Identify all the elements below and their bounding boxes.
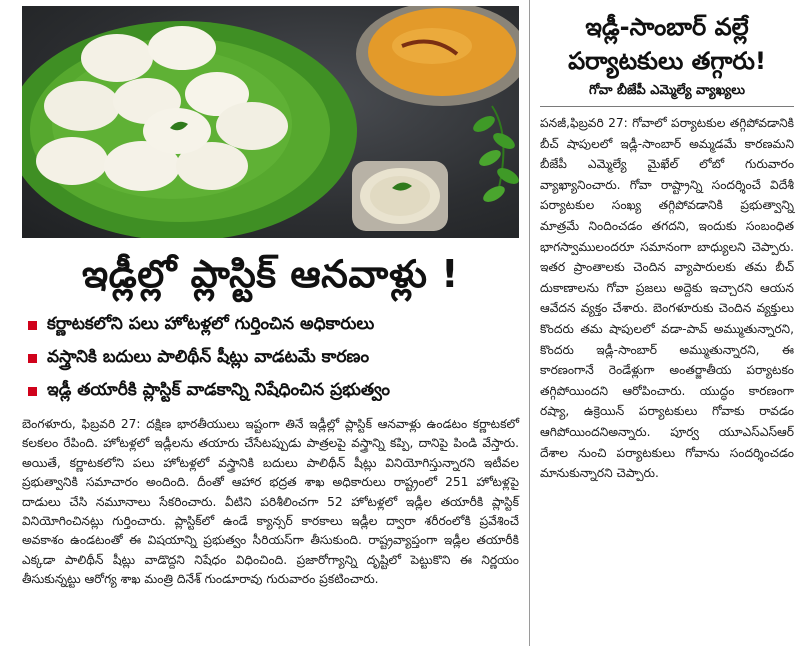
headline-line: పర్యాటకులు తగ్గారు! (568, 47, 766, 75)
article-subheadline: గోవా బీజేపీ ఎమ్మెల్యే వ్యాఖ్యలు (589, 83, 745, 98)
bullet-square-icon (28, 321, 37, 330)
subheadline-rule (540, 106, 794, 107)
bullet-text: కర్ణాటకలోని పలు హోటళ్లలో గుర్తించిన అధికారులు (47, 313, 375, 334)
highlight-bullet (22, 375, 519, 408)
bullet-square-icon (28, 354, 37, 363)
idli-sambar-photo (22, 6, 519, 238)
bullet-square-icon (28, 387, 37, 396)
article-body: బెంగళూరు, ఫిబ్రవరి 27: దక్షిణ భారతీయులు ఇష్టంగా తినే ఇడ్లీల్లో ప్లాస్టిక్ ఆనవాళ్లు ఉండటం కర్ణాటకలో కలకలం రేపింది. హోటళ్లలో ఇడ్లీలను తయారు చేసేటప్పుడు పాత్రలపై వస్త్రాన్ని కప్పి, దానిపై పిండి వేస్తారు. అయితే, కర్ణాటకలోని పలు హోటళ్లలో వస్త్రానికి బదులు పాలిథీన్ షీట్లు వినియోగిస్తున్నారని ఇటీవల ప్రభుత్వానికి సమాచారం అందింది. దీంతో ఆహార భద్రత శాఖ అధికారులు రాష్ట్రంలో 251 హోటళ్లపై దాడులు చేసి నమూనాలు సేకరించారు. వీటిని పరిశీలించగా 52 హోటళ్లలో ఇడ్లీల తయారీకి ప్లాస్టిక్ వినియోగించినట్లు గుర్తించారు. ప్లాస్టిక్‌లో ఉండే క్యాన్సర్ కారకాలు ఇడ్లీల ద్వారా శరీరంలోకి ప్రవేశించే అవకాశం ఉండటంతో ఈ విషయాన్ని ప్రభుత్వం సీరియస్‌గా తీసుకుంది. రాష్ట్రవ్యాప్తంగా ఇడ్లీల తయారీకి ఎక్కడా పాలిథీన్ షీట్లు వాడొద్దని నిషేధం విధించింది. ప్రజారోగ్యాన్ని దృష్టిలో పెట్టుకొని ఈ నిర్ణయం తీసుకున్నట్టు ఆరోగ్య శాఖ మంత్రి దినేశ్ గుండూరావు గురువారం ప్రకటించారు. (22, 417, 519, 587)
bullet-text: వస్త్రానికి బదులు పాలిథీన్ షీట్లు వాడటమే కారణం (47, 346, 370, 367)
highlight-bullet (22, 309, 519, 342)
article-headline (536, 10, 798, 78)
highlight-bullets (22, 309, 519, 408)
article-body: పనజీ,ఫిబ్రవరి 27: గోవాలో పర్యాటకుల తగ్గిపోవడానికి బీచ్ షాపులలో ఇడ్లీ-సాంబార్ అమ్మడమే కారణమని బీజేపీ ఎమ్మెల్యే మైఖేల్ లోబో గురువారం వ్యాఖ్యానించారు. గోవా రాష్ట్రాన్ని సందర్శించే విదేశీ పర్యాటకుల సంఖ్య తగ్గిపోవడానికి ప్రభుత్వాన్ని మాత్రమే నిందించడం తగదని, ఇందుకు సంబంధిత భాగస్వాములందరూ సమానంగా బాధ్యులని చెప్పారు. ఇతర ప్రాంతాలకు చెందిన వ్యాపారులకు తమ బీచ్ దుకాణాలను గోవా ప్రజలు అద్దెకు ఇచ్చారని ఆయన ఆవేదన వ్యక్తం చేశారు. బెంగళూరుకు చెందిన వ్యక్తులు కొందరు తమ షాపులలో వడా-పావ్ అమ్ముతున్నారని, కొందరు ఇడ్లీ-సాంబార్ అమ్ముతున్నారని, ఈ కారణంగానే రెండేళ్లుగా అంతర్జాతీయ పర్యాటకం తగ్గిపోయిందని ఆరోపించారు. యుద్ధం కారణంగా రష్యా, ఉక్రెయిన్ పర్యాటకులు గోవాకు రావడం ఆగిపోయిందనిఅన్నారు. పూర్వ యూఎస్ఎస్ఆర్ దేశాల నుంచి పర్యాటకులు గోవాను సందర్శించడం మానుకున్నారని చెప్పారు. (540, 116, 794, 481)
highlight-bullet (22, 342, 519, 375)
article-headline: ఇడ్లీల్లో ప్లాస్టిక్ ఆనవాళ్లు ! (81, 252, 460, 296)
headline-line: ఇడ్లీ-సాంబార్ వల్లే (585, 13, 749, 41)
column-divider (529, 0, 530, 646)
bullet-text: ఇడ్లీ తయారీకి ప్లాస్టిక్ వాడకాన్ని నిషేధించిన ప్రభుత్వం (47, 379, 391, 400)
goa-idli-sambar-article (536, 0, 798, 646)
